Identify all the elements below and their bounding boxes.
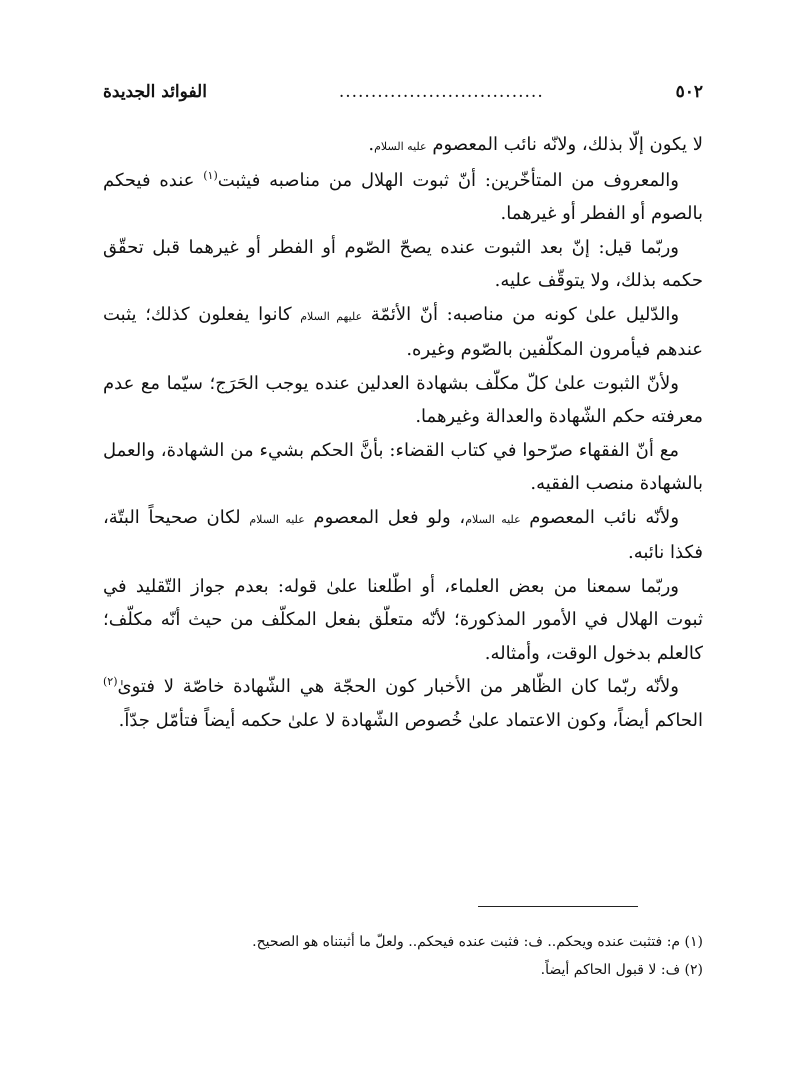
- main-text: [103, 128, 703, 737]
- paragraph-9: [103, 670, 703, 737]
- text-span: والمعروف من المتأخّرين: أنّ ثبوت الهلال من مناصبه فيثبت: [217, 169, 679, 191]
- paragraph-1: [103, 128, 703, 164]
- footnote-ref-1[interactable]: (١): [203, 168, 218, 182]
- footnotes: [103, 928, 703, 984]
- footnote-divider: [478, 906, 638, 907]
- text-span: الحاكم أيضاً، وكون الاعتماد علىٰ خُصوص الشّهادة لا علىٰ حكمه أيضاً فتأمّل جدّاً.: [118, 709, 703, 731]
- footnote-1: (١) م: فتثبت عنده ويحكم.. ف: فثبت عنده فيحكم.. ولعلّ ما أثبتناه هو الصحيح.: [252, 934, 703, 950]
- text-span: .: [368, 134, 375, 155]
- text-span: عنده فيحكم بالصوم أو الفطر أو غيرهما.: [103, 169, 703, 224]
- paragraph-8: [103, 570, 703, 671]
- text-span: مع أنّ الفقهاء صرّحوا في كتاب القضاء: بأنَّ الحكم بشيء من الشهادة، والعمل بالشهادة منصب الفقيه.: [103, 439, 703, 494]
- text-span: لكان صحيحاً البتّة، فكذا نائبه.: [103, 506, 703, 563]
- honorific: علیه السلام: [465, 512, 521, 526]
- page-content: [103, 82, 703, 737]
- text-span: والدّليل علىٰ كونه من مناصبه: أنّ الأئمّة: [362, 303, 680, 325]
- honorific: علیهم السلام: [300, 309, 363, 323]
- text-span: ولأنّ الثبوت علىٰ كلّ مكلّف بشهادة العدلين عنده يوجب الحَرَج؛ سيّما مع عدم معرفته حكم الشّهادة والعدالة وغيرهما.: [103, 372, 703, 427]
- honorific: علیه السلام: [374, 140, 427, 153]
- paragraph-4: [103, 298, 703, 367]
- text-span: ولأنّه نائب المعصوم: [520, 506, 680, 528]
- text-span: ولأنّه ربّما كان الظّاهر من الأخبار كون الحجّة هي الشّهادة خاصّة لا فتوىٰ: [117, 676, 679, 697]
- page-number: ٥٠٢: [675, 82, 703, 102]
- text-span: كانوا يفعلون كذلك؛ يثبت عندهم فيأمرون المكلّفين بالصّوم وغيره.: [103, 303, 703, 360]
- paragraph-2: [103, 164, 703, 231]
- text-span: لا يكون إلّا بذلك، ولانّه نائب المعصوم: [426, 134, 703, 155]
- paragraph-7: [103, 501, 703, 570]
- paragraph-5: [103, 367, 703, 434]
- text-span: وربّما قيل: إنّ بعد الثبوت عنده يصحّ الصّوم أو الفطر أو غيرهما قبل تحقّق حكمه بذلك، ولا يتوقّف عليه.: [103, 236, 703, 291]
- header-leader-dots: ................................: [338, 82, 544, 102]
- paragraph-6: [103, 434, 703, 501]
- footnote-ref-2[interactable]: (٢): [103, 675, 118, 688]
- running-header: [103, 82, 703, 116]
- footnote-2: (٢) ف: لا قبول الحاكم أيضاً.: [540, 962, 703, 978]
- book-title: الفوائد الجديدة: [103, 82, 207, 102]
- honorific: علیه السلام: [249, 512, 305, 526]
- text-span: ، ولو فعل المعصوم: [304, 506, 466, 528]
- text-span: وربّما سمعنا من بعض العلماء، أو اطّلعنا علىٰ قوله: بعدم جواز التّقليد في ثبوت الهلال في الأمور المذكورة؛ لأنّه متعلّق بفعل المكلّف من حيث أنّه مكلّف؛ كالعلم بدخول الوقت، وأمثاله.: [103, 575, 703, 664]
- paragraph-3: [103, 231, 703, 298]
